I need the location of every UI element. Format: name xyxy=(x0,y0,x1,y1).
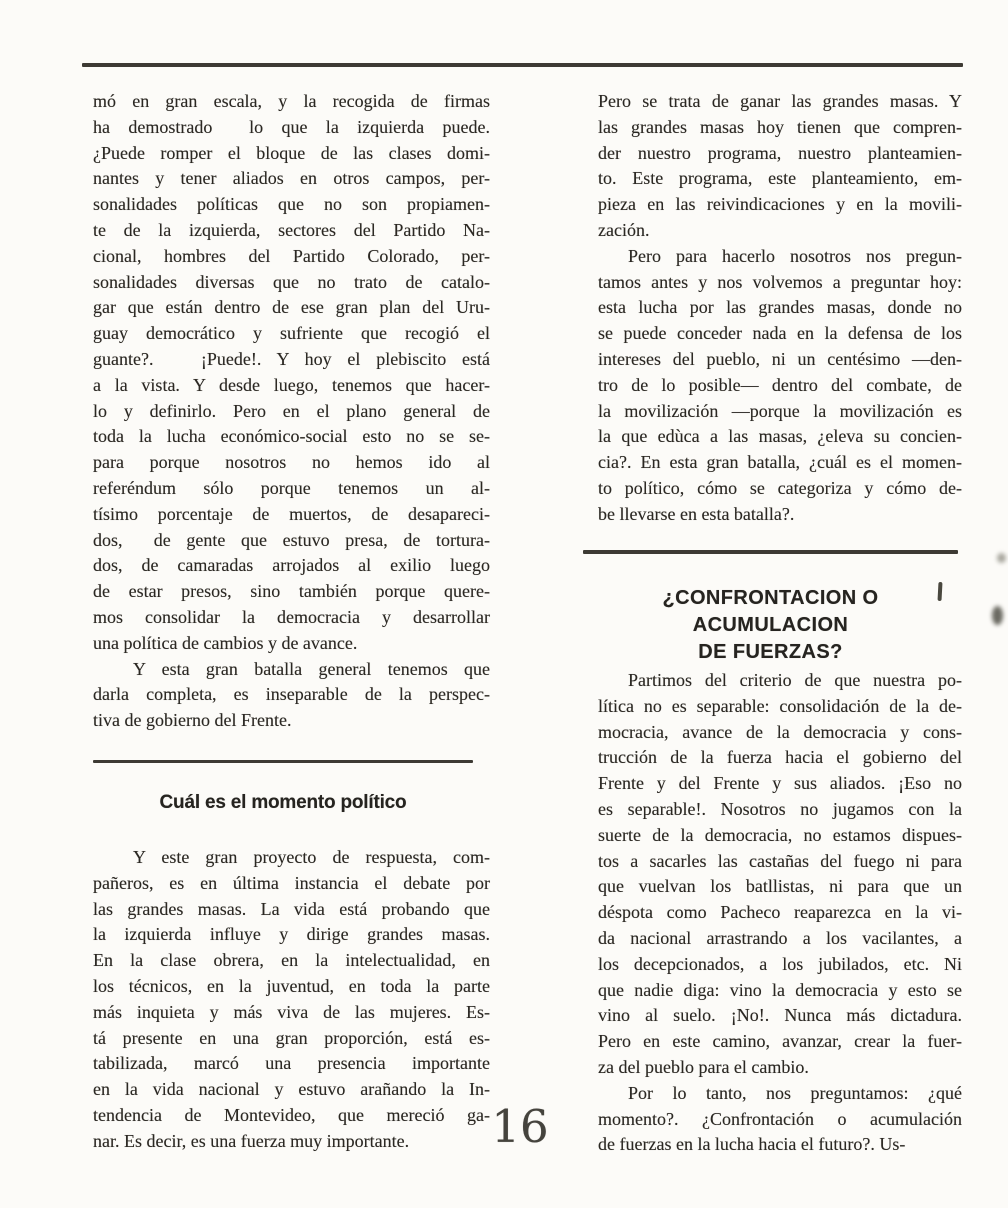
text-line: ha demostrado lo que la izquierda puede. xyxy=(93,116,490,137)
text-line: Pero en este camino, avanzar, crear la fuer- xyxy=(598,1031,962,1052)
text-line: para porque nosotros no hemos ido al xyxy=(93,452,490,473)
text-line: lo y definirlo. Pero en el plano general de xyxy=(93,400,490,421)
text-line: trucción de la fuerza hacia el gobierno del xyxy=(598,747,962,768)
text-line: los técnicos, en la juventud, en toda la parte xyxy=(93,975,490,996)
text-line: tabilizada, marcó una presencia importante xyxy=(93,1053,490,1074)
left-column-upper xyxy=(93,89,490,734)
text-line: pieza en las reivindicaciones y en la movili- xyxy=(598,194,962,215)
section-heading-confrontacion xyxy=(583,585,958,666)
text-line: tamos antes y nos volvemos a preguntar hoy: xyxy=(598,271,962,292)
text-line: suerte de la democracia, no estamos dispues- xyxy=(598,824,962,845)
text-line: es separable!. Nosotros no jugamos con la xyxy=(598,798,962,819)
text-line: en la vida nacional y estuvo arañando la In- xyxy=(93,1079,490,1100)
heading-line: DE FUERZAS? xyxy=(698,641,843,663)
right-section-rule xyxy=(583,550,958,554)
text-line: vino al suelo. ¡No!. Nunca más dictadura. xyxy=(598,1005,962,1026)
text-line: dos, de camaradas arrojados al exilio luego xyxy=(93,555,490,576)
paragraph xyxy=(598,1081,962,1158)
text-line: ¿Puede romper el bloque de las clases domi- xyxy=(93,142,490,163)
text-line: sonalidades diversas que no trato de catalo- xyxy=(93,271,490,292)
text-line: tendencia de Montevideo, que mereció ga- xyxy=(93,1104,490,1125)
text-line: Pero se trata de ganar las grandes masas. Y xyxy=(598,91,962,111)
text-line: más inquieta y más viva de las mujeres. Es- xyxy=(93,1001,490,1022)
text-line: tísimo porcentaje de muertos, de desapareci- xyxy=(93,503,490,524)
text-line: guay democrático y sufriente que recogió el xyxy=(93,323,490,344)
text-line: dos, de gente que estuvo presa, de tortura- xyxy=(93,529,490,550)
text-line: zación. xyxy=(598,219,650,240)
text-line: una política de cambios y de avance. xyxy=(93,632,358,653)
text-line: Y este gran proyecto de respuesta, com- xyxy=(133,847,490,867)
text-line: da nacional arrastrando a los vacilantes, a xyxy=(598,927,962,948)
ink-smudge xyxy=(992,606,1003,625)
text-line: tá presente en una gran proporción, está es- xyxy=(93,1027,490,1048)
text-line: za del pueblo para el cambio. xyxy=(598,1056,809,1077)
text-line: to político, cómo se categoriza y cómo de- xyxy=(598,477,962,498)
text-line: te de la izquierda, sectores del Partido Na- xyxy=(93,219,490,240)
text-line: tos a sacarles las castañas del fuego ni para xyxy=(598,850,962,871)
text-line: tiva de gobierno del Frente. xyxy=(93,710,292,731)
section-heading-momento-politico: Cuál es el momento político xyxy=(159,792,407,813)
text-line: be llevarse en esta batalla?. xyxy=(598,503,795,524)
text-line: de estar presos, sino también porque quere- xyxy=(93,581,490,602)
text-line: se puede conceder nada en la defensa de los xyxy=(598,323,962,344)
text-line: Partimos del criterio de que nuestra po- xyxy=(628,670,962,690)
text-line: Por lo tanto, nos preguntamos: ¿qué xyxy=(628,1082,962,1103)
right-column-lower xyxy=(598,668,962,1158)
text-line: nar. Es decir, es una fuerza muy importante. xyxy=(93,1130,410,1151)
text-line: guante?. ¡Puede!. Y hoy el plebiscito está xyxy=(93,348,490,369)
paragraph xyxy=(93,845,490,1155)
paragraph xyxy=(598,668,962,1081)
text-line: las grandes masas. La vida está probando que xyxy=(93,898,490,919)
ink-smudge xyxy=(997,553,1006,563)
text-line: toda la lucha económico-social esto no se se- xyxy=(93,426,490,447)
top-rule xyxy=(82,63,963,67)
paragraph xyxy=(93,657,490,734)
text-line: mocracia, avance de la democracia y cons- xyxy=(598,721,962,742)
paragraph xyxy=(598,89,962,244)
paragraph xyxy=(93,89,490,657)
text-line: darla completa, es inseparable de la perspec- xyxy=(93,684,490,705)
right-column-upper xyxy=(598,89,962,528)
text-line: esta lucha por las grandes masas, donde no xyxy=(598,297,962,318)
text-line: pañeros, es en última instancia el debate por xyxy=(93,872,490,893)
text-line: Pero para hacerlo nosotros nos pregun- xyxy=(628,245,962,266)
text-line: Y esta gran batalla general tenemos que xyxy=(133,658,490,679)
page-number: 16 xyxy=(491,1100,549,1153)
text-line: Frente y del Frente y sus aliados. ¡Eso no xyxy=(598,773,962,794)
text-line: lítica no es separable: consolidación de la de- xyxy=(598,695,962,716)
text-line: sonalidades políticas que no son propiamen- xyxy=(93,194,490,215)
text-line: de fuerzas en la lucha hacia el futuro?. Us- xyxy=(598,1134,906,1155)
text-line: En la clase obrera, en la intelectualidad, en xyxy=(93,950,490,971)
text-line: la movilización —porque la movilización es xyxy=(598,400,962,421)
left-section-rule xyxy=(93,760,473,763)
text-line: a la vista. Y desde luego, tenemos que hacer- xyxy=(93,374,490,395)
text-line: momento?. ¿Confrontación o acumulación xyxy=(598,1108,962,1129)
text-line: los decepcionados, a los jubilados, etc. Ni xyxy=(598,953,962,974)
text-line: la izquierda influye y dirige grandes masas. xyxy=(93,924,490,945)
text-line: que nadie diga: vino la democracia y esto se xyxy=(598,979,962,1000)
text-line: la que edùca a las masas, ¿eleva su concien- xyxy=(598,426,962,447)
text-line: que vuelvan los batllistas, ni para que un xyxy=(598,876,962,897)
text-line: cia?. En esta gran batalla, ¿cuál es el momen- xyxy=(598,452,962,473)
text-line: las grandes masas hoy tienen que compren- xyxy=(598,116,962,137)
paragraph xyxy=(598,244,962,528)
text-line: nantes y tener aliados en otros campos, per- xyxy=(93,168,490,189)
text-line: intereses del pueblo, ni un centésimo —den- xyxy=(598,348,962,369)
left-column-lower xyxy=(93,845,490,1155)
text-line: tro de lo posible— dentro del combate, de xyxy=(598,374,962,395)
text-line: mó en gran escala, y la recogida de firmas xyxy=(93,91,490,111)
heading-line: ¿CONFRONTACION O ACUMULACION xyxy=(662,587,879,636)
text-line: referéndum sólo porque tenemos un al- xyxy=(93,477,490,498)
text-line: gar que están dentro de ese gran plan del Uru- xyxy=(93,297,490,318)
text-line: der nuestro programa, nuestro planteamien- xyxy=(598,142,962,163)
text-line: to. Este programa, este planteamiento, em- xyxy=(598,168,962,189)
text-line: mos consolidar la democracia y desarrollar xyxy=(93,606,490,627)
text-line: déspota como Pacheco reaparezca en la vi- xyxy=(598,902,962,923)
text-line: cional, hombres del Partido Colorado, per- xyxy=(93,245,490,266)
